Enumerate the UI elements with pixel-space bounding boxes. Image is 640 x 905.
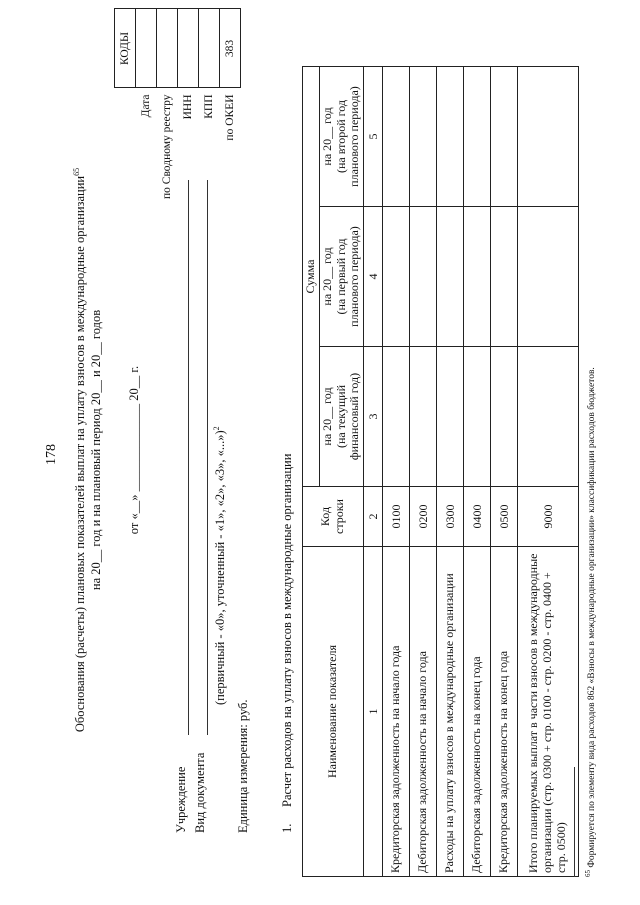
header-second-plan-year-line: планового периода) bbox=[347, 86, 362, 187]
header-second-plan-year-line: на 20__ год bbox=[319, 107, 334, 166]
table-row bbox=[437, 66, 464, 876]
codes-row-kpp bbox=[199, 9, 220, 205]
header-sum: Сумма bbox=[303, 66, 320, 486]
table-row bbox=[383, 66, 410, 876]
row-indicator-name: Дебиторская задолженность на конец года bbox=[464, 547, 491, 877]
codes-header: КОДЫ bbox=[115, 9, 136, 88]
column-number: 4 bbox=[364, 207, 383, 347]
codes-value-registry bbox=[157, 9, 178, 88]
codes-value-okei: 383 bbox=[220, 9, 241, 88]
doc-type-hint-mark: 2 bbox=[212, 426, 221, 431]
table-row bbox=[464, 66, 491, 876]
row-value-cell bbox=[464, 207, 491, 347]
row-code: 0500 bbox=[491, 487, 518, 547]
codes-label-registry: по Сводному реестру bbox=[161, 94, 173, 199]
document-date-line: от «__» ______________ 20__ г. bbox=[127, 365, 141, 535]
row-indicator-name: Кредиторская задолженность на конец года bbox=[491, 547, 518, 877]
document-title bbox=[72, 50, 88, 850]
doc-type-label: Вид документа bbox=[193, 752, 207, 833]
org-fill-line bbox=[188, 180, 189, 735]
header-current-year-line: на 20__ год bbox=[319, 387, 334, 446]
doc-type-hint bbox=[212, 426, 228, 705]
row-value-cell bbox=[437, 207, 464, 347]
header-indicator-name: Наименование показателя bbox=[303, 547, 364, 877]
row-value-cell bbox=[437, 347, 464, 487]
section-title: Расчет расходов на уплату взносов в международные организации bbox=[280, 453, 294, 807]
row-value-cell bbox=[437, 66, 464, 206]
row-value-cell bbox=[491, 347, 518, 487]
row-value-cell bbox=[410, 207, 437, 347]
row-value-cell bbox=[410, 347, 437, 487]
header-current-year bbox=[319, 347, 363, 487]
row-code: 0400 bbox=[464, 487, 491, 547]
doc-type-fill-line bbox=[207, 180, 208, 735]
table-header-row bbox=[303, 66, 320, 876]
row-code: 9000 bbox=[518, 487, 579, 547]
row-code: 0300 bbox=[437, 487, 464, 547]
codes-block bbox=[114, 8, 241, 205]
codes-value-inn bbox=[178, 9, 199, 88]
codes-row-registry bbox=[157, 9, 178, 205]
header-current-year-line: (на текущий bbox=[333, 384, 348, 449]
row-value-cell bbox=[464, 347, 491, 487]
codes-row-inn bbox=[178, 9, 199, 205]
header-first-plan-year-line: планового периода) bbox=[347, 226, 362, 327]
calculation-table bbox=[302, 66, 579, 877]
footnote-text: Формируется по элементу вида расходов 862 «Взносы в международные организации» классификации расходов бюджетов. bbox=[587, 367, 598, 868]
column-number: 1 bbox=[364, 547, 383, 877]
header-row-code: Код строки bbox=[303, 487, 364, 547]
row-value-cell bbox=[491, 207, 518, 347]
document-period: на 20__ год и на плановый период 20__ и 20__ годов bbox=[89, 309, 103, 591]
column-number: 5 bbox=[364, 66, 383, 206]
row-value-cell bbox=[518, 207, 579, 347]
codes-row-date bbox=[136, 9, 157, 205]
row-value-cell bbox=[383, 207, 410, 347]
codes-value-kpp bbox=[199, 9, 220, 88]
table-row bbox=[410, 66, 437, 876]
row-value-cell bbox=[518, 347, 579, 487]
table-row-total bbox=[518, 66, 579, 876]
org-label: Учреждение bbox=[174, 766, 188, 833]
footnote-mark: 65 bbox=[584, 870, 592, 877]
codes-header-row bbox=[115, 9, 136, 205]
footnote-divider bbox=[574, 767, 575, 877]
codes-value-date bbox=[136, 9, 157, 88]
column-number: 2 bbox=[364, 487, 383, 547]
header-second-plan-year bbox=[319, 66, 363, 206]
row-indicator-name: Расходы на уплату взносов в международные организации bbox=[437, 547, 464, 877]
title-footnote-mark: 65 bbox=[72, 167, 81, 176]
row-indicator-name: Кредиторская задолженность на начало года bbox=[383, 547, 410, 877]
column-number-row bbox=[364, 66, 383, 876]
codes-label-date: Дата bbox=[140, 94, 152, 118]
header-first-plan-year-line: (на первый год bbox=[333, 238, 348, 315]
row-value-cell bbox=[383, 347, 410, 487]
page-number: 178 bbox=[44, 444, 59, 465]
codes-label-inn: ИНН bbox=[182, 94, 194, 120]
doc-type-hint-text: (первичный - «0», уточненный - «1», «2», «3», «...») bbox=[213, 430, 228, 705]
row-value-cell bbox=[383, 66, 410, 206]
unit-of-measure: Единица измерения: руб. bbox=[236, 699, 250, 833]
codes-row-okei bbox=[220, 9, 241, 205]
header-current-year-line: финансовый год) bbox=[347, 372, 362, 461]
codes-label-kpp: КПП bbox=[203, 94, 215, 119]
document-title-text: Обоснования (расчеты) плановых показателей выплат на уплату взносов в международные организации bbox=[73, 175, 88, 733]
row-value-cell bbox=[464, 66, 491, 206]
column-number: 3 bbox=[364, 347, 383, 487]
row-value-cell bbox=[491, 66, 518, 206]
header-first-plan-year-line: на 20__ год bbox=[319, 247, 334, 306]
row-code: 0200 bbox=[410, 487, 437, 547]
row-value-cell bbox=[518, 66, 579, 206]
section-heading bbox=[280, 454, 295, 833]
header-second-plan-year-line: (на второй год bbox=[333, 99, 348, 173]
row-code: 0100 bbox=[383, 487, 410, 547]
row-indicator-name: Дебиторская задолженность на начало года bbox=[410, 547, 437, 877]
row-indicator-name: Итого планируемых выплат в части взносов в международные организации (стр. 0300 + стр. 0100 - стр. 0200 - стр. 0400 + стр. 0500) bbox=[518, 547, 579, 877]
header-first-plan-year bbox=[319, 207, 363, 347]
table-row bbox=[491, 66, 518, 876]
codes-label-okei: по ОКЕИ bbox=[224, 94, 236, 141]
footnote bbox=[584, 367, 597, 877]
section-number: 1. bbox=[280, 823, 294, 833]
row-value-cell bbox=[410, 66, 437, 206]
